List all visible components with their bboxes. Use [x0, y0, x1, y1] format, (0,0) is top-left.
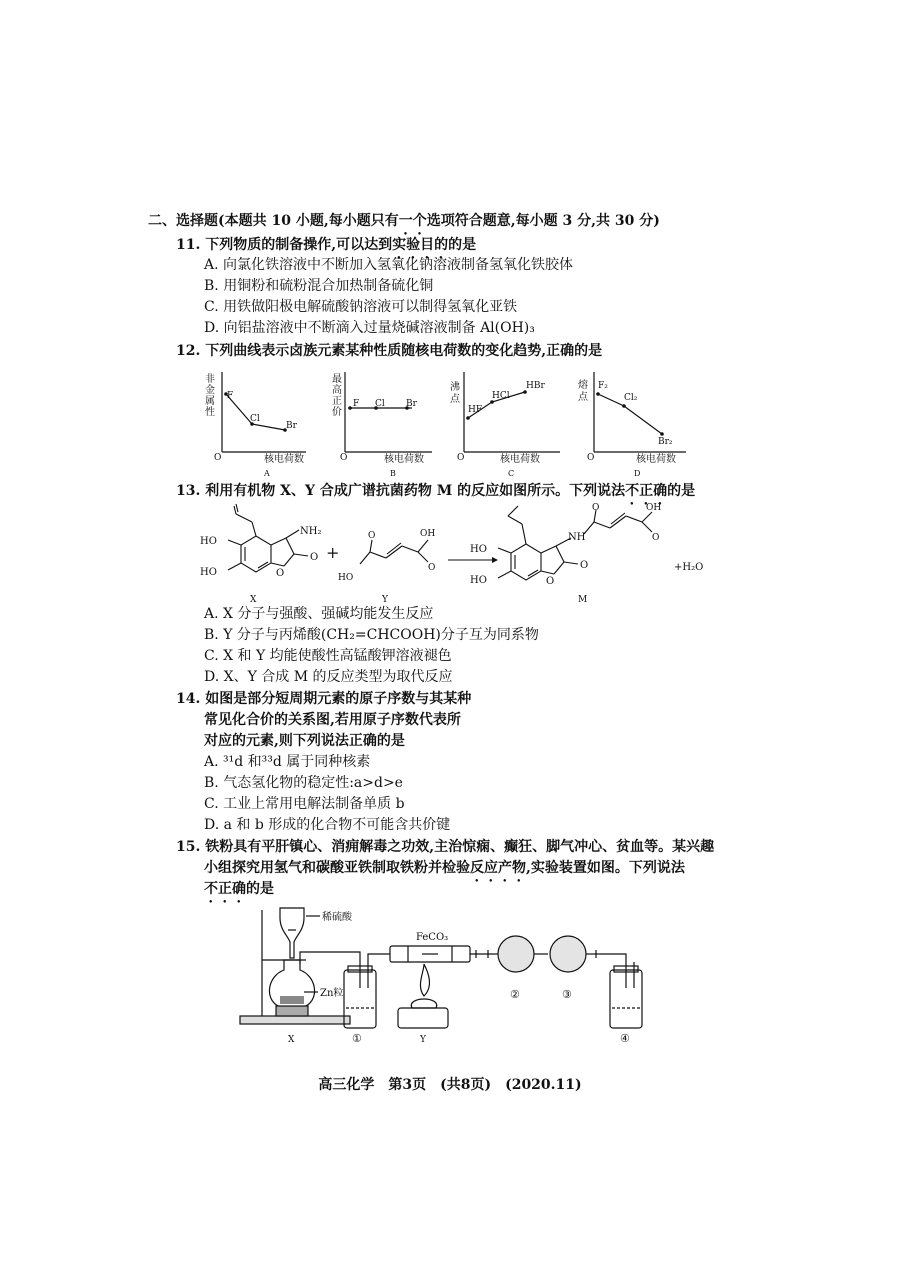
hot-plate	[276, 1006, 308, 1016]
x-carbonyl-o: O	[310, 552, 319, 563]
m-acid-o: O	[652, 533, 660, 543]
m-label: M	[578, 595, 588, 605]
x-label: X	[250, 595, 257, 605]
y-o-right: O	[428, 563, 436, 573]
q15-apparatus-diagram	[236, 900, 666, 1048]
graph-c-point-3: HBr	[526, 381, 545, 391]
m-amide-o: O	[592, 503, 600, 513]
feco3-label: FeCO₃	[416, 932, 449, 943]
graph-a-ylabel-3: 属	[205, 396, 215, 407]
drying-tube-3	[550, 936, 586, 972]
m-ho-bottom: HO	[470, 575, 487, 586]
m-nh: NH	[568, 532, 586, 543]
q12-graphs	[200, 364, 700, 478]
graph-b-point-3: Br	[406, 399, 417, 409]
graph-b-xlabel: 核电荷数	[384, 454, 424, 465]
q15-stem-line-2-text: 小组探究用氢气和碳酸亚铁制取铁粉并检验	[204, 860, 470, 876]
m-oh: OH	[646, 503, 662, 513]
q15-stem-line-3-emphasis: 不正确	[204, 881, 246, 897]
q14-stem-line-1: 14. 如图是部分短周期元素的原子序数与其某种	[176, 691, 472, 707]
graph-a-origin: O	[214, 453, 222, 463]
graph-a-ylabel-2: 金	[205, 385, 215, 396]
graph-d-letter: D	[634, 469, 641, 478]
q13-reaction-diagram	[196, 500, 716, 606]
q15-stem-line-2	[204, 859, 685, 885]
water-product: +H₂O	[674, 562, 704, 573]
molecule-x	[228, 504, 308, 572]
alcohol-lamp	[411, 999, 436, 1008]
graph-c-point-2: HCl	[492, 391, 510, 401]
graph-b[interactable]	[332, 372, 432, 478]
q13-option-b[interactable]: B. Y 分子与丙烯酸(CH₂=CHCOOH)分子互为同系物	[204, 627, 539, 643]
molecule-y	[360, 540, 428, 564]
q13-stem-emphasis: 不正确	[625, 483, 668, 499]
graph-c-point-1: HF	[468, 405, 483, 415]
y-oh: OH	[420, 529, 436, 539]
graph-d-point-1: F₂	[598, 381, 608, 391]
section-header-text-end: 选项符合题意,每小题 3 分,共 30 分)	[426, 213, 660, 229]
q13-option-c[interactable]: C. X 和 Y 均能使酸性高锰酸钾溶液褪色	[204, 648, 452, 664]
graph-d-ylabel-2: 点	[578, 392, 588, 403]
graph-c-ylabel-1: 沸	[450, 382, 460, 393]
graph-c[interactable]	[450, 372, 560, 478]
tube-3-label: ③	[562, 988, 572, 1001]
ring-stand-base	[240, 1016, 350, 1024]
graph-b-ylabel-2: 高	[332, 385, 342, 396]
apparatus-x-label: X	[288, 1035, 295, 1045]
section-header-emphasis: 一个	[398, 213, 427, 229]
q14-option-a[interactable]: A. ³¹d 和³³d 属于同种核素	[204, 754, 371, 770]
q15-stem-line-2-emphasis: 反应产物	[470, 860, 526, 876]
q14-stem-line-2: 常见化合价的关系图,若用原子序数代表所	[204, 712, 461, 728]
graph-c-xlabel: 核电荷数	[500, 454, 540, 465]
q13-option-d[interactable]: D. X、Y 合成 M 的反应类型为取代反应	[204, 669, 453, 685]
q11-stem-text: 11. 下列物质的制备操作,可以达到	[176, 237, 393, 253]
q12-stem: 12. 下列曲线表示卤族元素某种性质随核电荷数的变化趋势,正确的是	[176, 343, 603, 359]
graph-d-origin: O	[587, 453, 595, 463]
x-ho-top: HO	[200, 536, 217, 547]
acid-label: 稀硫酸	[322, 912, 352, 923]
q11-stem-emphasis: 实验目的	[392, 237, 449, 253]
graph-d[interactable]	[578, 372, 686, 478]
drying-tube-2	[498, 936, 534, 972]
graph-d-xlabel: 核电荷数	[636, 454, 676, 465]
y-ho: HO	[338, 573, 354, 583]
graph-d-point-2: Cl₂	[624, 393, 638, 403]
graph-b-ylabel-4: 价	[332, 407, 342, 418]
m-carbonyl-o: O	[580, 560, 589, 571]
graph-a-point-1: F	[227, 391, 234, 401]
q11-stem-text-end: 的是	[448, 237, 477, 253]
page-footer: 高三化学 第3页 (共8页) (2020.11)	[318, 1077, 582, 1093]
graph-a-ylabel-4: 性	[205, 407, 215, 418]
tube-2-label: ②	[510, 988, 520, 1001]
zn-label: Zn粒	[320, 988, 344, 999]
plus-sign: +	[326, 543, 340, 562]
graph-a[interactable]	[205, 372, 306, 478]
q14-option-b[interactable]: B. 气态氢化物的稳定性:a>d>e	[204, 775, 403, 791]
q15-stem-line-2-text-end: ,实验装置如图。下列说法	[526, 860, 685, 876]
q11-option-c[interactable]: C. 用铁做阳极电解硫酸钠溶液可以制得氢氧化亚铁	[204, 299, 518, 315]
m-ho-top: HO	[470, 544, 487, 555]
graph-a-xlabel: 核电荷数	[264, 454, 304, 465]
q11-option-a[interactable]: A. 向氯化铁溶液中不断加入氢氧化钠溶液制备氢氧化铁胶体	[204, 257, 574, 273]
separatory-funnel	[280, 908, 304, 958]
y-label: Y	[382, 595, 388, 605]
apparatus-y-label: Y	[420, 1035, 426, 1045]
m-ring-o: O	[546, 576, 555, 587]
q15-stem-line-3-text: 的是	[246, 881, 274, 897]
x-ring-o: O	[276, 568, 285, 579]
q14-option-c[interactable]: C. 工业上常用电解法制备单质 b	[204, 796, 405, 812]
graph-c-origin: O	[457, 453, 465, 463]
graph-b-point-1: F	[353, 399, 360, 409]
bottle-1-label: ①	[352, 1032, 362, 1045]
q11-option-b[interactable]: B. 用铜粉和硫粉混合加热制备硫化铜	[204, 278, 434, 294]
graph-b-letter: B	[390, 469, 396, 478]
x-ho-bottom: HO	[200, 567, 217, 578]
q13-stem-text: 13. 利用有机物 X、Y 合成广谱抗菌药物 M 的反应如图所示。下列说法	[176, 483, 626, 499]
x-nh2: NH₂	[300, 526, 322, 537]
graph-a-point-2: Cl	[250, 414, 260, 424]
graph-c-ylabel-2: 点	[450, 394, 460, 405]
section-header-text: 二、选择题(本题共 10 小题,每小题只有	[148, 213, 399, 229]
q13-stem-text-end: 的是	[667, 483, 696, 499]
flame	[420, 964, 429, 996]
zn-granules	[280, 996, 304, 1004]
graph-a-ylabel-1: 非	[205, 374, 215, 385]
graph-b-point-2: Cl	[375, 399, 385, 409]
graph-a-point-3: Br	[286, 421, 297, 431]
bottle-4-label: ④	[620, 1032, 630, 1045]
graph-a-letter: A	[264, 469, 270, 478]
section-header	[148, 212, 660, 238]
graph-d-point-3: Br₂	[658, 437, 673, 447]
q14-option-d[interactable]: D. a 和 b 形成的化合物不可能含共价键	[204, 817, 451, 833]
graph-d-ylabel-1: 熔	[578, 380, 588, 391]
q11-option-d[interactable]: D. 向铝盐溶液中不断滴入过量烧碱溶液制备 Al(OH)₃	[204, 320, 535, 336]
molecule-m	[498, 506, 652, 580]
q14-stem-line-3: 对应的元素,则下列说法正确的是	[204, 733, 405, 749]
y-o-left: O	[368, 531, 376, 541]
graph-b-ylabel-3: 正	[332, 396, 342, 407]
graph-c-letter: C	[508, 469, 515, 478]
q13-option-a[interactable]: A. X 分子与强酸、强碱均能发生反应	[204, 606, 434, 622]
q15-stem-line-1: 15. 铁粉具有平肝镇心、消痈解毒之功效,主治惊痫、癫狂、脚气冲心、贫血等。某兴趣	[176, 839, 715, 855]
graph-b-ylabel-1: 最	[332, 374, 342, 385]
graph-b-origin: O	[340, 453, 348, 463]
